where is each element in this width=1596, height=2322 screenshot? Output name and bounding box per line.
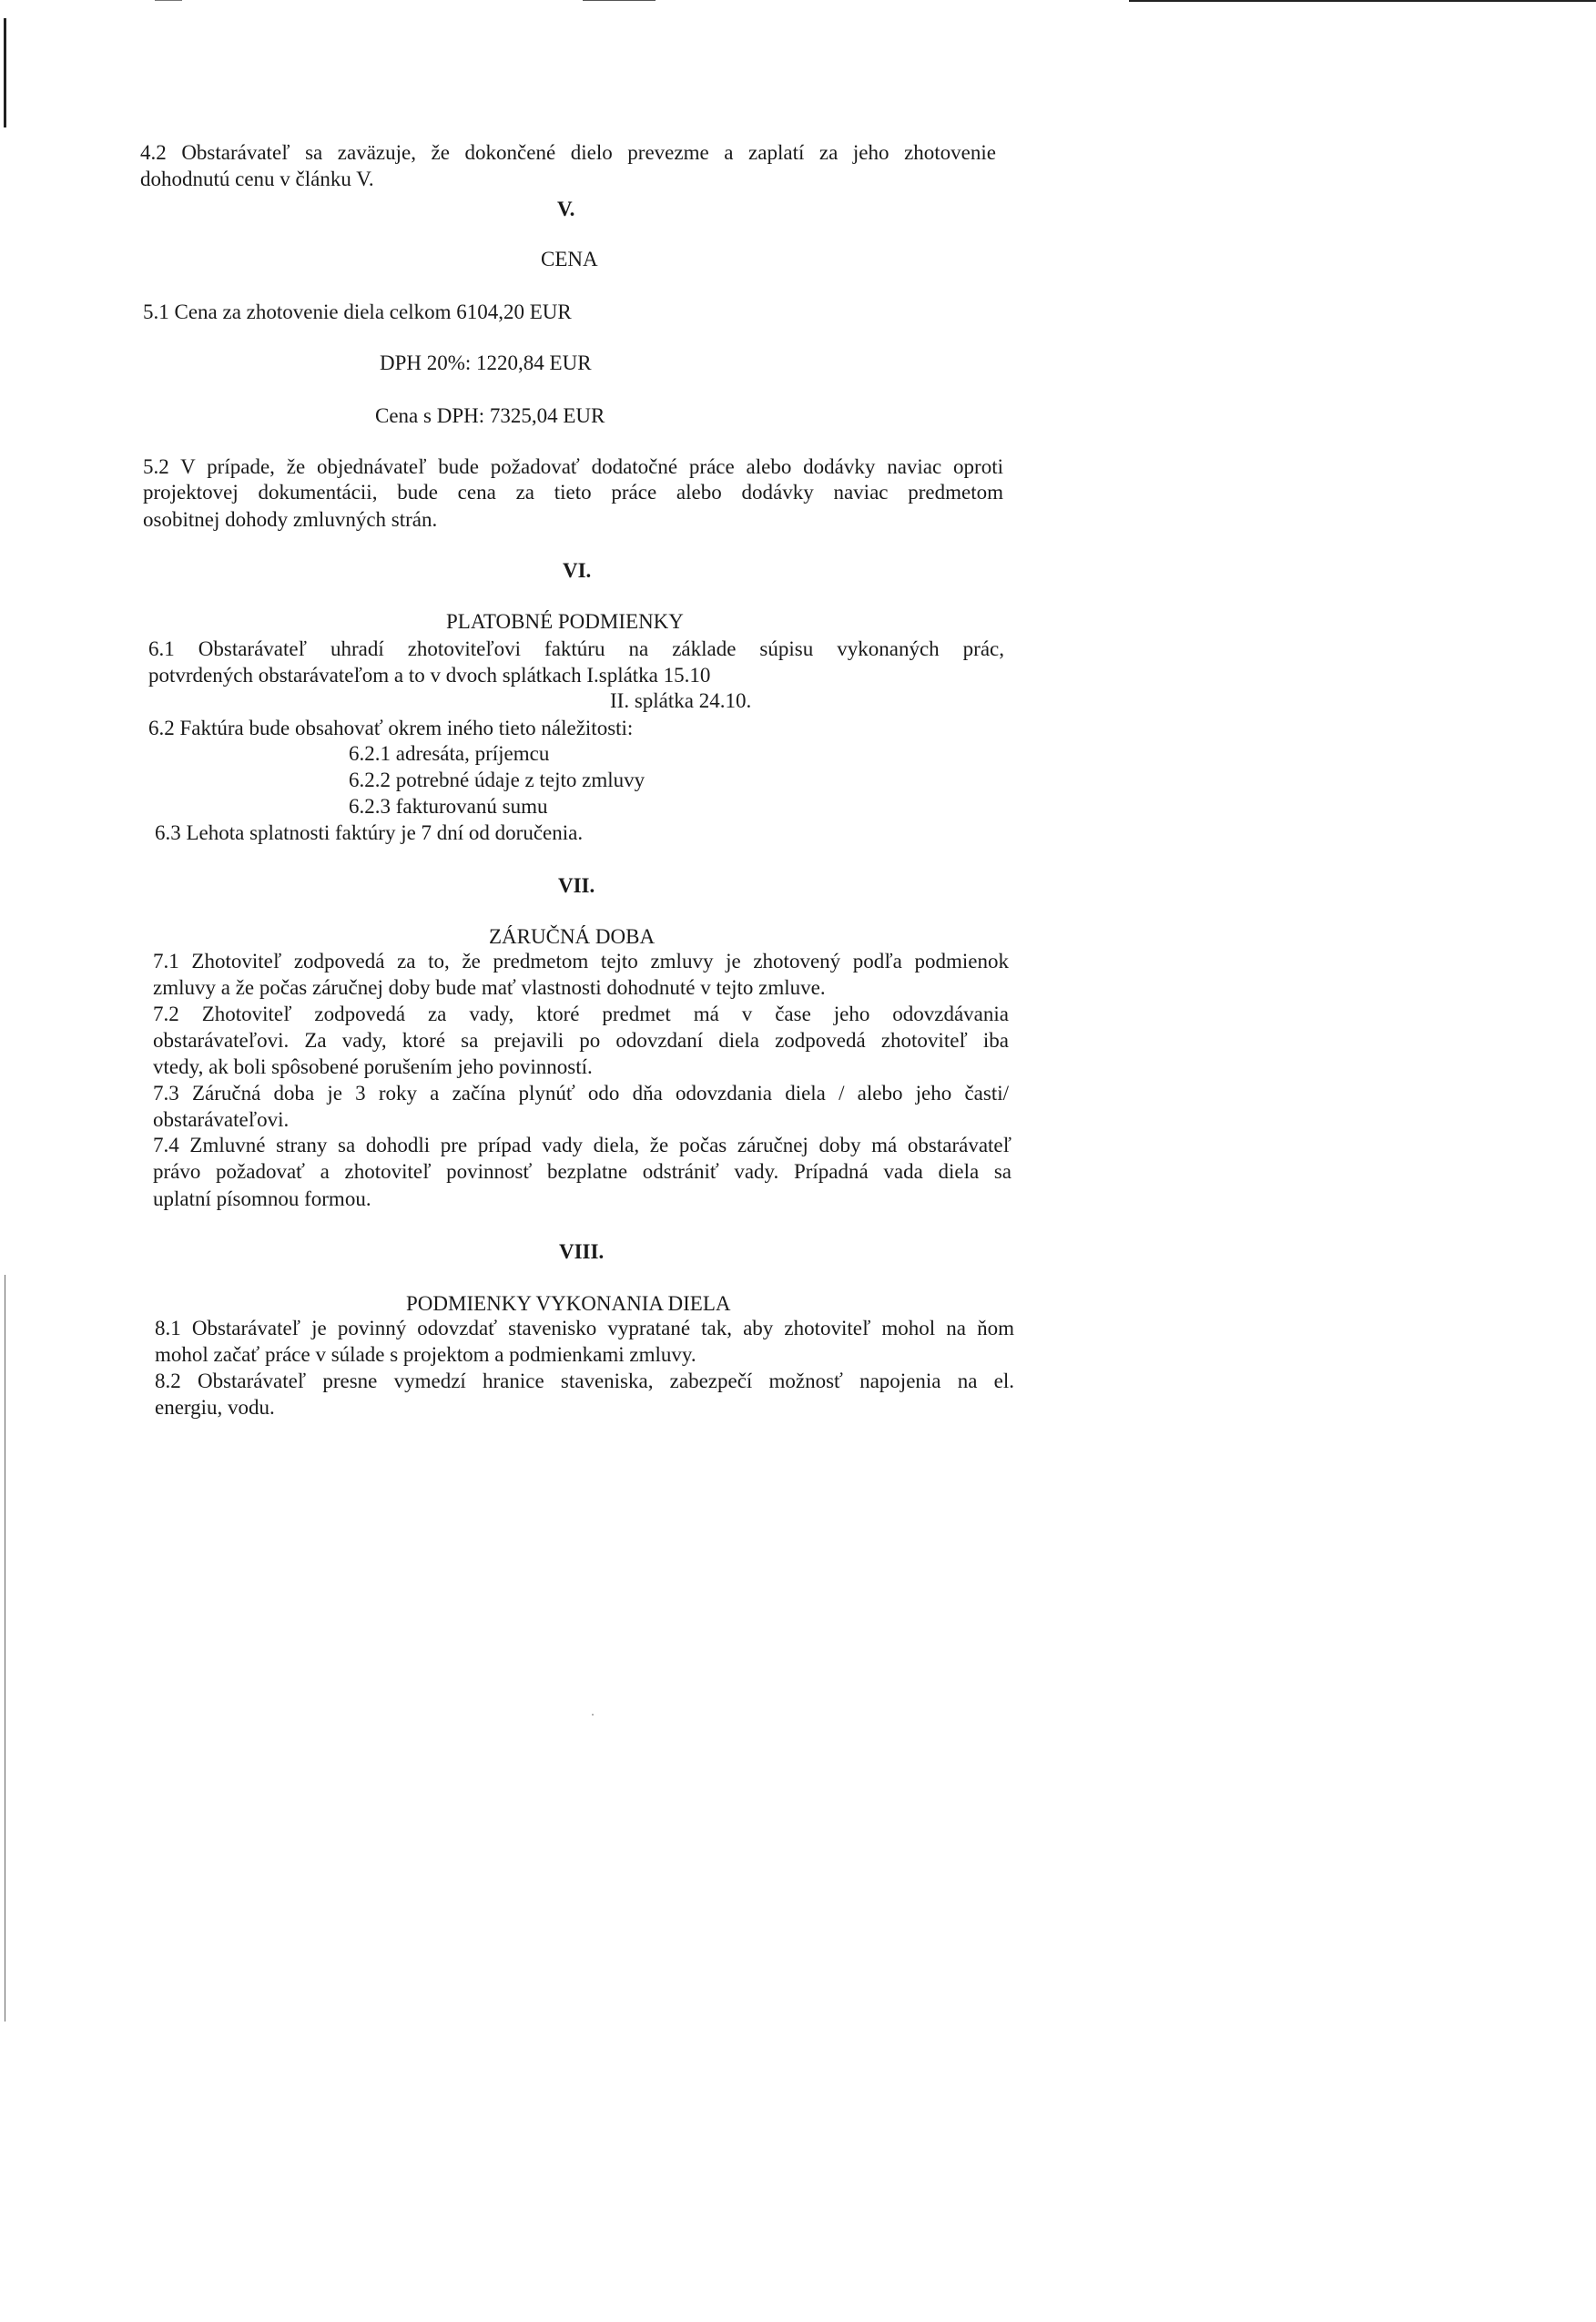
art8-title: PODMIENKY VYKONANIA DIELA bbox=[406, 1292, 731, 1315]
art7-p2-line2: obstarávateľovi. Za vady, ktoré sa prejavili po odovzdaní diela zodpovedá zhotoviteľ iba bbox=[153, 1029, 1009, 1052]
art6-p2: 6.2 Faktúra bude obsahovať okrem iného tieto náležitosti: bbox=[148, 717, 634, 739]
art7-p4-line2: právo požadovať a zhotoviteľ povinnosť bezplatne odstrániť vady. Prípadná vada diela sa bbox=[153, 1160, 1011, 1183]
art8-number: VIII. bbox=[559, 1240, 605, 1263]
art5-p2-line1: 5.2 V prípade, že objednávateľ bude požadovať dodatočné práce alebo dodávky naviac oproti bbox=[143, 455, 1003, 478]
art5-title: CENA bbox=[541, 248, 598, 270]
art6-p1-line2: potvrdených obstarávateľom a to v dvoch splátkach I.splátka 15.10 bbox=[148, 664, 711, 687]
art5-total: Cena s DPH: 7325,04 EUR bbox=[375, 404, 605, 427]
art5-number: V. bbox=[557, 198, 575, 220]
art5-p1: 5.1 Cena za zhotovenie diela celkom 6104,20 EUR bbox=[143, 300, 572, 323]
art7-number: VII. bbox=[558, 874, 595, 897]
art7-p4-line1: 7.4 Zmluvné strany sa dohodli pre prípad vady diela, že počas záručnej doby má obstarávateľ bbox=[153, 1134, 1011, 1156]
art6-p1-line1: 6.1 Obstarávateľ uhradí zhotoviteľovi faktúru na základe súpisu vykonaných prác, bbox=[148, 637, 1004, 660]
art6-p2-2: 6.2.2 potrebné údaje z tejto zmluvy bbox=[349, 769, 646, 791]
art7-p1-line1: 7.1 Zhotoviteľ zodpovedá za to, že predmetom tejto zmluvy je zhotovený podľa podmienok bbox=[153, 950, 1009, 973]
art5-p2-line2: projektovej dokumentácii, bude cena za tieto práce alebo dodávky naviac predmetom bbox=[143, 481, 1003, 504]
art8-p1-line2: mohol začať práce v súlade s projektom a podmienkami zmluvy. bbox=[155, 1343, 696, 1366]
art4-p2-line2: dohodnutú cenu v článku V. bbox=[140, 168, 374, 190]
art7-title: ZÁRUČNÁ DOBA bbox=[489, 925, 656, 948]
art4-p2-line1: 4.2 Obstarávateľ sa zaväzuje, že dokončené dielo prevezme a zaplatí za jeho zhotovenie bbox=[140, 141, 996, 164]
art7-p3-line2: obstarávateľovi. bbox=[153, 1108, 290, 1131]
art5-p2-line3: osobitnej dohody zmluvných strán. bbox=[143, 508, 438, 531]
art6-p2-1: 6.2.1 adresáta, príjemcu bbox=[349, 742, 550, 765]
art8-p2-line1: 8.2 Obstarávateľ presne vymedzí hranice staveniska, zabezpečí možnosť napojenia na el. bbox=[155, 1370, 1014, 1392]
art8-p2-line2: energiu, vodu. bbox=[155, 1396, 275, 1419]
art5-vat: DPH 20%: 1220,84 EUR bbox=[380, 351, 592, 374]
art8-p1-line1: 8.1 Obstarávateľ je povinný odovzdať stavenisko vypratané tak, aby zhotoviteľ mohol na ňom bbox=[155, 1317, 1014, 1339]
art7-p2-line3: vtedy, ak boli spôsobené porušením jeho povinností. bbox=[153, 1055, 593, 1078]
art7-p4-line3: uplatní písomnou formou. bbox=[153, 1187, 371, 1210]
art6-p1-line3: II. splátka 24.10. bbox=[610, 689, 752, 712]
art6-p3: 6.3 Lehota splatnosti faktúry je 7 dní od doručenia. bbox=[155, 821, 584, 844]
art7-p3-line1: 7.3 Záručná doba je 3 roky a začína plynúť odo dňa odovzdania diela / alebo jeho časti/ bbox=[153, 1082, 1009, 1105]
art7-p1-line2: zmluvy a že počas záručnej doby bude mať vlastnosti dohodnuté v tejto zmluve. bbox=[153, 976, 826, 999]
art6-number: VI. bbox=[563, 559, 592, 582]
art7-p2-line1: 7.2 Zhotoviteľ zodpovedá za vady, ktoré predmet má v čase jeho odovzdávania bbox=[153, 1003, 1009, 1025]
art6-title: PLATOBNÉ PODMIENKY bbox=[446, 610, 684, 633]
art6-p2-3: 6.2.3 fakturovanú sumu bbox=[349, 795, 548, 818]
